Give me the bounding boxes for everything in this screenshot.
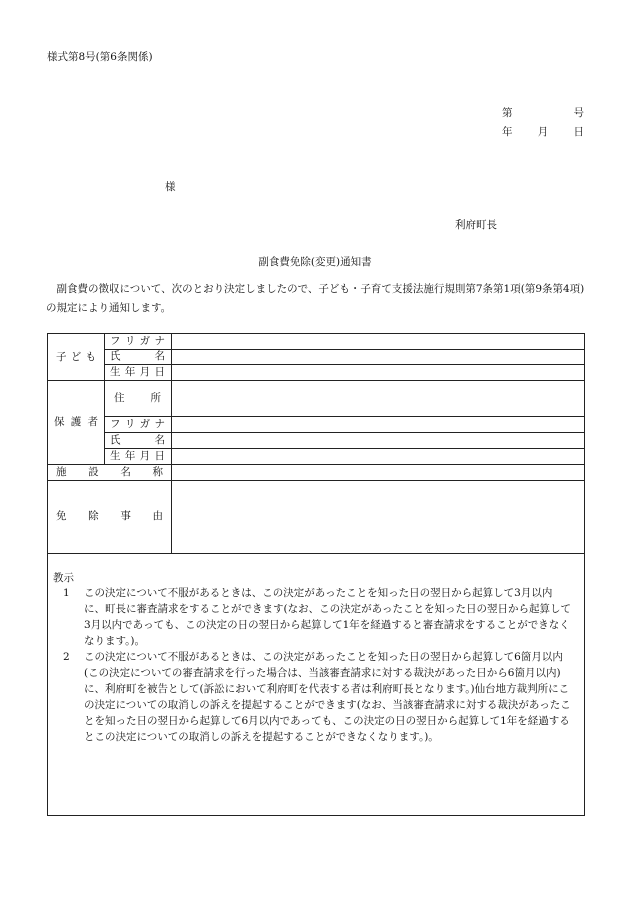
form-number: 様式第8号(第6条関係) (47, 51, 153, 63)
guardian-label: 保 護 者 (54, 415, 98, 428)
issue-date (502, 126, 584, 139)
child-furigana-label: フ リ ガ ナ (110, 335, 165, 348)
guardian-address-label: 住 所 (114, 391, 161, 404)
guardian-birthdate-field[interactable] (172, 449, 584, 464)
notice-item-text: この決定について不服があるときは、この決定があったことを知った日の翌日から起算して3月以内に、町長に審査請求をすることができます(なお、この決定があったことを知った日の翌日から起算して3月以内であっても、この決定の日の翌日から起算して1年を経過すると審査請求をすることができなくなります。)。 (84, 587, 571, 647)
document-number-prefix: 第 (502, 107, 513, 119)
notice-item-number: 2 (63, 651, 70, 663)
date-year: 年 (502, 126, 513, 138)
table-rule (48, 553, 584, 554)
child-label: 子 ど も (56, 350, 96, 363)
guardian-birthdate-label: 生 年 月 日 (110, 449, 165, 462)
child-birthdate-field[interactable] (172, 365, 584, 380)
notice-item (63, 649, 573, 745)
document-number (502, 107, 584, 120)
facility-name-field[interactable] (172, 465, 584, 480)
child-name-label: 氏 名 (110, 350, 165, 363)
notice-item (63, 585, 573, 649)
document-title: 副食費免除(変更)通知書 (258, 256, 372, 268)
notice-heading: 教示 (53, 572, 74, 584)
guardian-name-label: 氏 名 (110, 433, 165, 446)
date-month: 月 (537, 126, 549, 138)
notice-item-number: 1 (63, 587, 70, 599)
child-furigana-field[interactable] (172, 334, 584, 349)
exemption-reason-label: 免 除 事 由 (56, 510, 163, 523)
guardian-name-field[interactable] (172, 433, 584, 448)
issuer: 利府町長 (455, 219, 497, 231)
child-birthdate-label: 生 年 月 日 (110, 365, 165, 378)
guardian-furigana-field[interactable] (172, 417, 584, 432)
addressee: 様 (165, 181, 176, 193)
facility-name-label: 施 設 名 称 (56, 465, 163, 478)
guardian-furigana-label: フ リ ガ ナ (110, 417, 165, 430)
exemption-reason-field[interactable] (172, 481, 584, 553)
guardian-address-field[interactable] (172, 381, 584, 416)
date-day: 日 (573, 126, 584, 138)
document-number-suffix: 号 (573, 107, 584, 119)
notice-item-text: この決定について不服があるときは、この決定があったことを知った日の翌日から起算して6箇月以内(この決定についての審査請求を行った場合は、当該審査請求に対する裁決があった日から6箇月以内)に、利府町を被告として(訴訟において利府町を代表する者は利府町長となります。)仙台地方裁判所にこの決定についての取消しの訴えを提起することができます(なお、当該審査請求に対する裁決があったことを知った日の翌日から起算して6月以内であっても、この決定の日の翌日から起算して1年を経過するとこの決定についての取消しの訴えを提起することができなくなります。)。 (84, 651, 571, 743)
form-table (47, 333, 585, 816)
body-text: 副食費の徴収について、次のとおり決定しましたので、子ども・子育て支援法施行規則第7条第1項(第9条第4項)の規定により通知します。 (46, 283, 585, 314)
child-name-field[interactable] (172, 350, 584, 364)
